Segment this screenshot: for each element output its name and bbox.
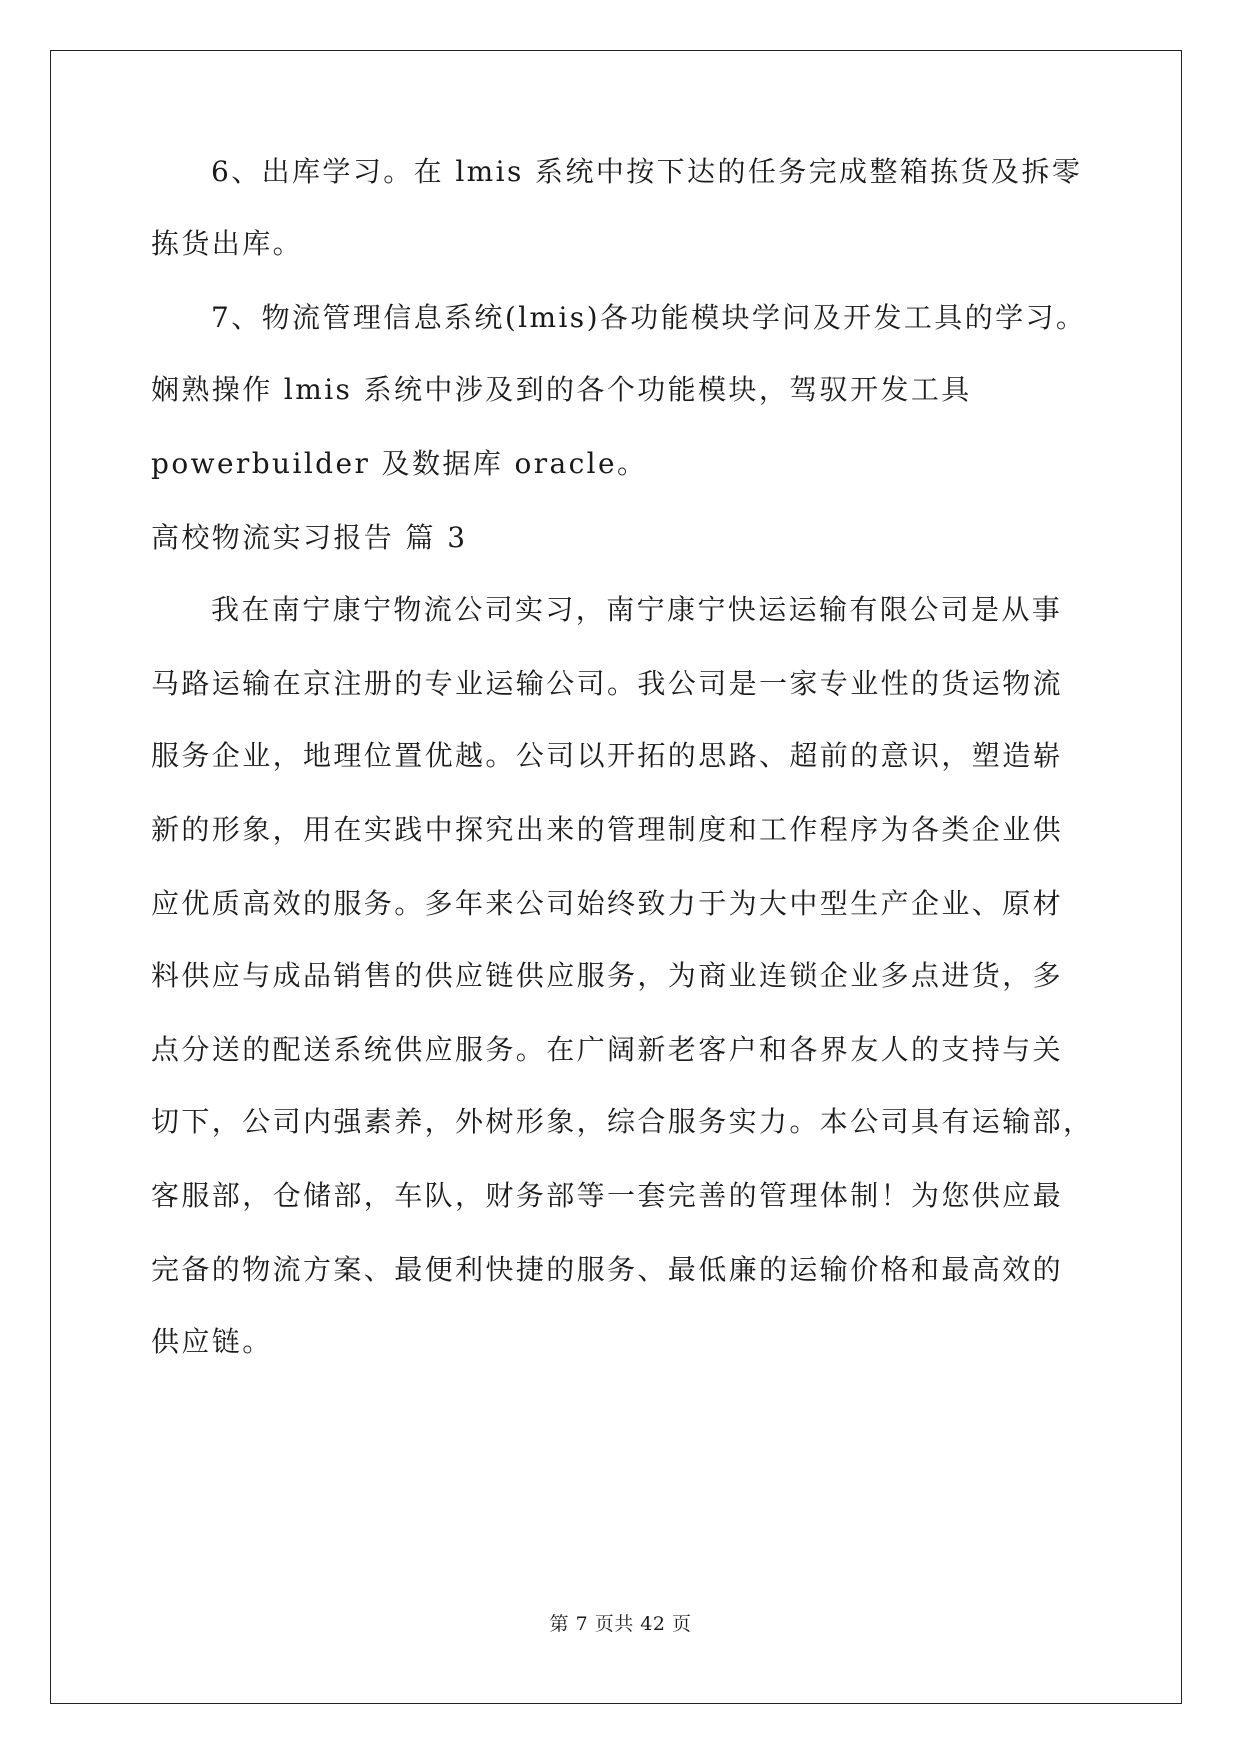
- page-footer: [0, 1612, 1241, 1636]
- text-line: 供应链。: [151, 1325, 273, 1358]
- section-heading: 高校物流实习报告 篇 3: [151, 521, 468, 554]
- text-line: 点分送的配送系统供应服务。在广阔新老客户和各界友人的支持与关: [151, 1033, 1064, 1066]
- text-line: 应优质高效的服务。多年来公司始终致力于为大中型生产企业、原材: [151, 887, 1064, 920]
- text-line: 我在南宁康宁物流公司实习，南宁康宁快运运输有限公司是从事: [211, 593, 1063, 626]
- text-line: 客服部，仓储部，车队，财务部等一套完善的管理体制！为您供应最: [151, 1179, 1064, 1212]
- text-line: 切下，公司内强素养，外树形象，综合服务实力。本公司具有运输部，: [151, 1105, 1094, 1138]
- text-line: powerbuilder 及数据库 oracle。: [151, 447, 648, 480]
- text-line: 拣货出库。: [151, 227, 304, 260]
- text-line: 马路运输在京注册的专业运输公司。我公司是一家专业性的货运物流: [151, 667, 1064, 700]
- page-total: 共 42 页: [614, 1613, 692, 1635]
- text-line: 7、物流管理信息系统(lmis)各功能模块学问及开发工具的学习。: [211, 301, 1087, 334]
- text-line: 6、出库学习。在 lmis 系统中按下达的任务完成整箱拣货及拆零: [211, 155, 1083, 188]
- text-line: 完备的物流方案、最便利快捷的服务、最低廉的运输价格和最高效的: [151, 1253, 1064, 1286]
- text-line: 服务企业，地理位置优越。公司以开拓的思路、超前的意识，塑造崭: [151, 739, 1064, 772]
- page-number: 第 7 页: [549, 1613, 615, 1635]
- text-line: 料供应与成品销售的供应链供应服务，为商业连锁企业多点进货，多: [151, 959, 1064, 992]
- text-line: 新的形象，用在实践中探究出来的管理制度和工作程序为各类企业供: [151, 813, 1064, 846]
- text-line: 娴熟操作 lmis 系统中涉及到的各个功能模块，驾驭开发工具: [151, 373, 972, 406]
